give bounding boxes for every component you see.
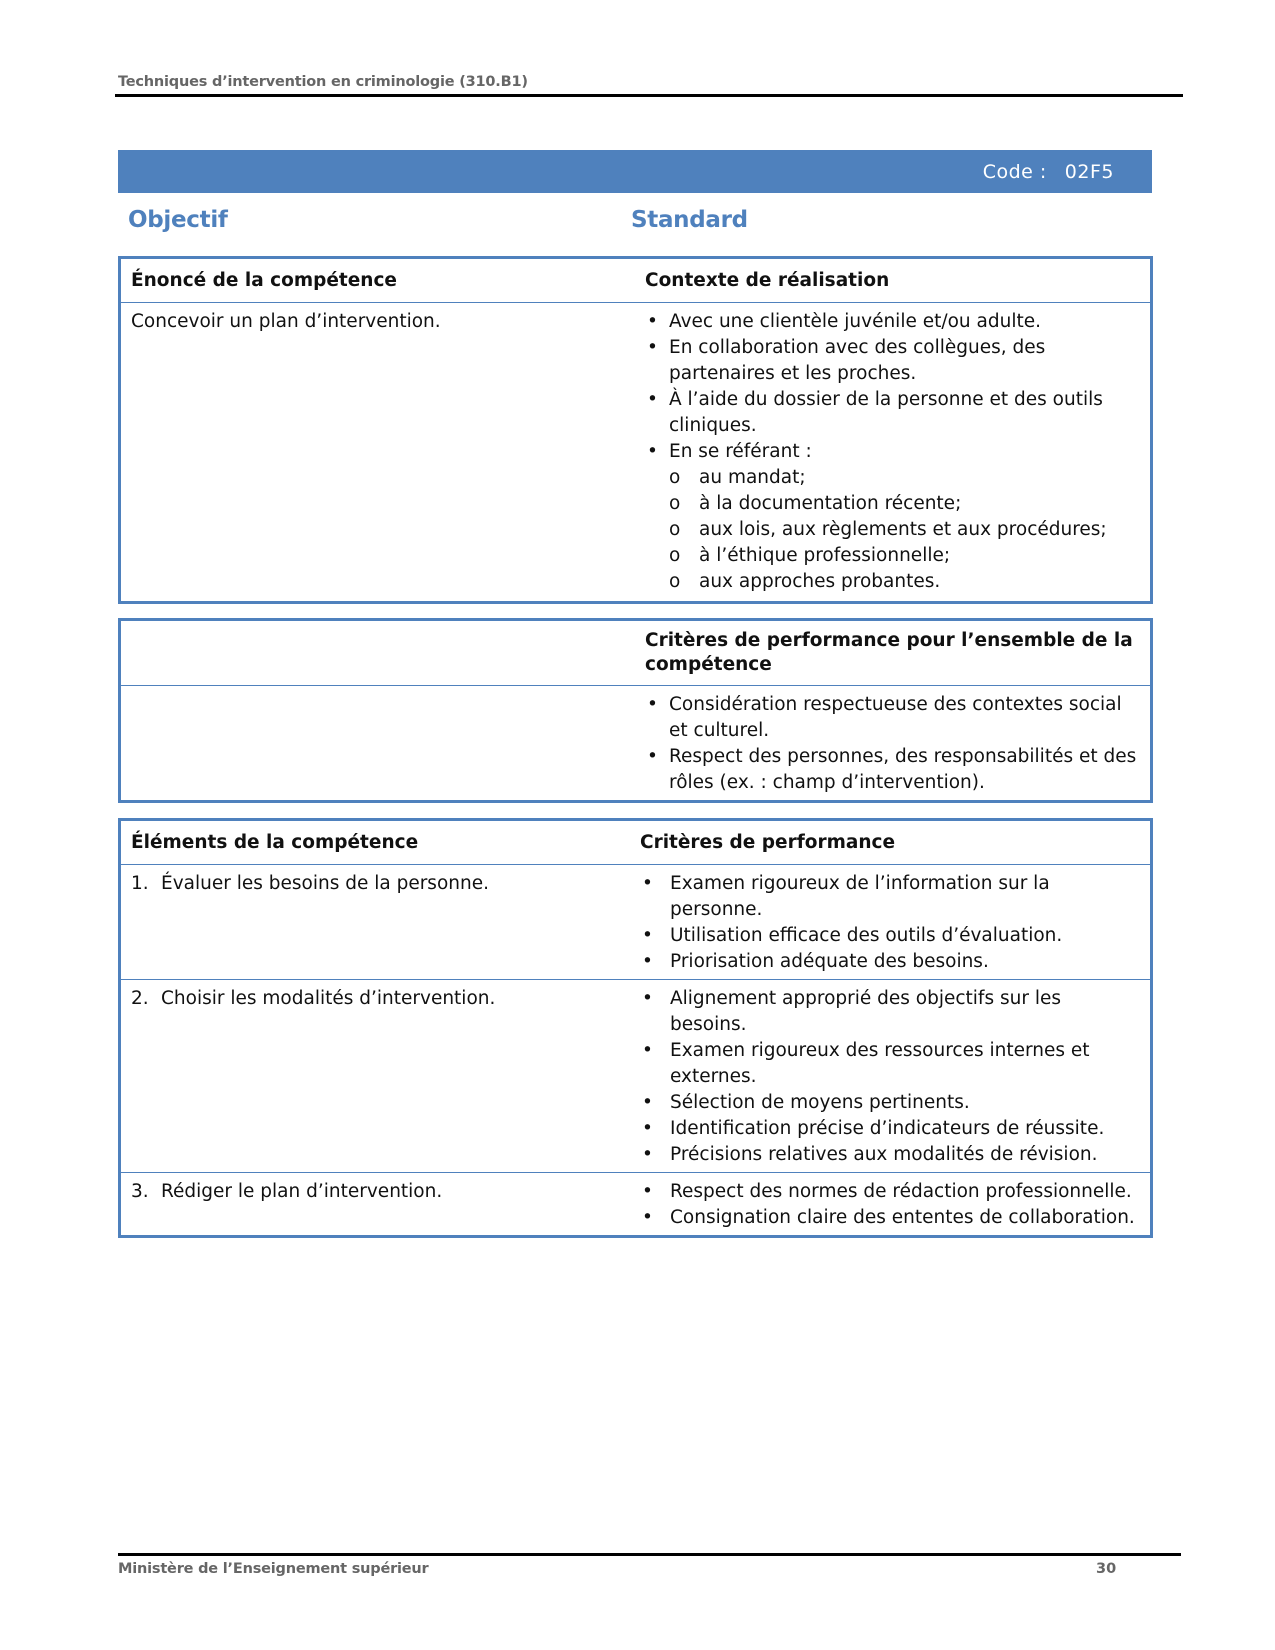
reference-sublist: [669, 465, 1142, 595]
list-item: • Examen rigoureux des ressources internes et externes.: [640, 1038, 1142, 1090]
criteria-list: [640, 871, 1142, 975]
code-value: 02F5: [1064, 160, 1114, 183]
element-text: Rédiger le plan d’intervention.: [161, 1181, 443, 1202]
page-number: 30: [1096, 1561, 1117, 1577]
list-item: • Examen rigoureux de l’information sur la personne.: [640, 871, 1142, 923]
code-label: Code :: [982, 160, 1047, 183]
global-criteria-header: Critères de performance pour l’ensemble de la compétence: [645, 630, 1133, 675]
list-item: • Consignation claire des ententes de collaboration.: [640, 1205, 1142, 1231]
competence-statement-table: [118, 256, 1153, 604]
table-header-row: [120, 258, 1152, 303]
list-item: • En collaboration avec des collègues, des partenaires et les proches.: [645, 335, 1142, 387]
objectif-heading: Objectif: [128, 207, 228, 233]
list-item: • Identification précise d’indicateurs de réussite.: [640, 1116, 1142, 1142]
standard-heading: Standard: [631, 207, 748, 233]
global-criteria-cell: [632, 686, 1152, 802]
table-row: [120, 303, 1152, 603]
global-criteria-table: [118, 618, 1153, 803]
table-header-row: [120, 620, 1152, 686]
sub-list-item: o à l’éthique professionnelle;: [669, 543, 1142, 569]
element-text: Choisir les modalités d’intervention.: [161, 988, 496, 1009]
element-number: 2.: [131, 988, 149, 1009]
criteria-list: [640, 986, 1142, 1168]
elements-criteria-table: [118, 818, 1153, 1238]
header-rule: [115, 94, 1183, 97]
element-number: 3.: [131, 1181, 149, 1202]
sub-list-item: o aux approches probantes.: [669, 569, 1142, 595]
criteria-cell: [632, 980, 1152, 1173]
element-cell: [120, 1173, 633, 1237]
context-header: Contexte de réalisation: [645, 270, 890, 291]
context-cell: [632, 303, 1152, 603]
element-number: 1.: [131, 873, 149, 894]
page-header-title: Techniques d’intervention en criminologie (310.B1): [118, 74, 528, 90]
empty-header-cell: [120, 620, 633, 686]
criteria-cell: [632, 865, 1152, 980]
elements-header: Éléments de la compétence: [131, 832, 419, 853]
list-item: • Alignement approprié des objectifs sur les besoins.: [640, 986, 1142, 1038]
criteria-cell: [632, 1173, 1152, 1237]
code-bar: [118, 150, 1152, 193]
table-row: [120, 1173, 1152, 1237]
element-cell: [120, 980, 633, 1173]
sub-list-item: o au mandat;: [669, 465, 1142, 491]
list-item: • À l’aide du dossier de la personne et des outils cliniques.: [645, 387, 1142, 439]
list-item: • Sélection de moyens pertinents.: [640, 1090, 1142, 1116]
element-cell: [120, 865, 633, 980]
criteria-list: [640, 1179, 1142, 1231]
list-item: • Utilisation efficace des outils d’évaluation.: [640, 923, 1142, 949]
list-item: • Avec une clientèle juvénile et/ou adulte.: [645, 309, 1142, 335]
list-item: • Considération respectueuse des contextes social et culturel.: [645, 692, 1142, 744]
table-row: [120, 686, 1152, 802]
context-list: [645, 309, 1142, 465]
table-row: [120, 980, 1152, 1173]
list-item: • Précisions relatives aux modalités de révision.: [640, 1142, 1142, 1168]
list-item: [645, 439, 1142, 465]
statement-header: Énoncé de la compétence: [131, 270, 397, 291]
list-item: • Priorisation adéquate des besoins.: [640, 949, 1142, 975]
list-item: • Respect des personnes, des responsabilités et des rôles (ex. : champ d’intervention).: [645, 744, 1142, 796]
list-item-text: En se référant :: [669, 441, 812, 462]
empty-cell: [120, 686, 633, 802]
sub-list-item: o aux lois, aux règlements et aux procédures;: [669, 517, 1142, 543]
sub-list-item: o à la documentation récente;: [669, 491, 1142, 517]
table-row: [120, 865, 1152, 980]
footer-text: Ministère de l’Enseignement supérieur: [118, 1561, 429, 1577]
element-text: Évaluer les besoins de la personne.: [161, 873, 489, 894]
criteria-header: Critères de performance: [640, 832, 896, 853]
table-header-row: [120, 820, 1152, 865]
footer-rule: [118, 1553, 1181, 1556]
global-criteria-list: [645, 692, 1142, 796]
list-item: • Respect des normes de rédaction professionnelle.: [640, 1179, 1142, 1205]
statement-text: Concevoir un plan d’intervention.: [120, 303, 633, 603]
